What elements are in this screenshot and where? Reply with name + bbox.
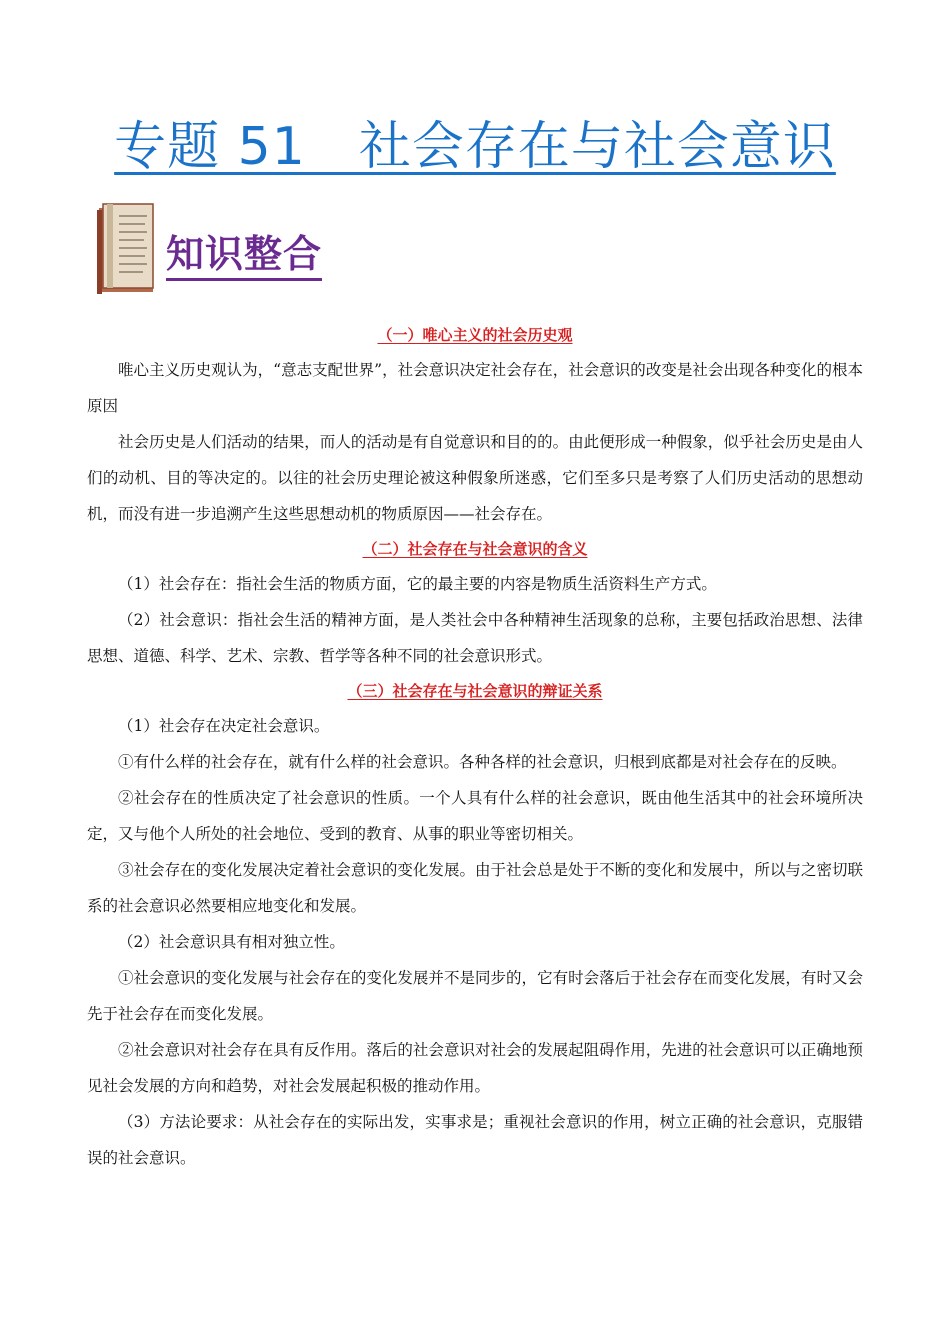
paragraph: （2）社会意识：指社会生活的精神方面，是人类社会中各种精神生活现象的总称，主要包括政治思想、法律思想、道德、科学、艺术、宗教、哲学等各种不同的社会意识形式。 [87,611,863,665]
paragraph: （1）社会存在：指社会生活的物质方面，它的最主要的内容是物质生活资料生产方式。 [118,575,717,593]
paragraph: （2）社会意识具有相对独立性。 [118,933,345,951]
section-heading-2: （二）社会存在与社会意识的含义 [362,540,588,558]
paragraph: ①社会意识的变化发展与社会存在的变化发展并不是同步的，它有时会落后于社会存在而变化发展，有时又会先于社会存在而变化发展。 [87,969,863,1023]
paragraph: ③社会存在的变化发展决定着社会意识的变化发展。由于社会总是处于不断的变化和发展中，所以与之密切联系的社会意识必然要相应地变化和发展。 [87,861,863,915]
section-label-text: 知识整合 [166,232,322,281]
section-heading-3: （三）社会存在与社会意识的辩证关系 [347,682,603,700]
paragraph: 社会历史是人们活动的结果，而人的活动是有自觉意识和目的的。由此便形成一种假象，似乎社会历史是由人们的动机、目的等决定的。以往的社会历史理论被这种假象所迷惑，它们至多只是考察了人们历史活动的思想动机，而没有进一步追溯产生这些思想动机的物质原因——社会存在。 [87,433,863,523]
paragraph: 唯心主义历史观认为，“意志支配世界”，社会意识决定社会存在，社会意识的改变是社会出现各种变化的根本原因 [87,361,863,415]
section-label [166,230,322,278]
page-title [0,112,950,182]
paragraph: ②社会意识对社会存在具有反作用。落后的社会意识对社会的发展起阻碍作用，先进的社会意识可以正确地预见社会发展的方向和趋势，对社会发展起积极的推动作用。 [87,1041,863,1095]
paragraph: （3）方法论要求：从社会存在的实际出发，实事求是；重视社会意识的作用，树立正确的社会意识，克服错误的社会意识。 [87,1113,863,1167]
paragraph: （1）社会存在决定社会意识。 [118,717,330,735]
page-title-text: 专题 51 社会存在与社会意识 [114,117,836,177]
paragraph: ②社会存在的性质决定了社会意识的性质。一个人具有什么样的社会意识，既由他生活其中的社会环境所决定，又与他个人所处的社会地位、受到的教育、从事的职业等密切相关。 [87,789,863,843]
book-icon [95,200,159,296]
section-heading-1: （一）唯心主义的社会历史观 [377,326,573,344]
paragraph: ①有什么样的社会存在，就有什么样的社会意识。各种各样的社会意识，归根到底都是对社会存在的反映。 [118,753,847,771]
document-body [87,318,863,1176]
